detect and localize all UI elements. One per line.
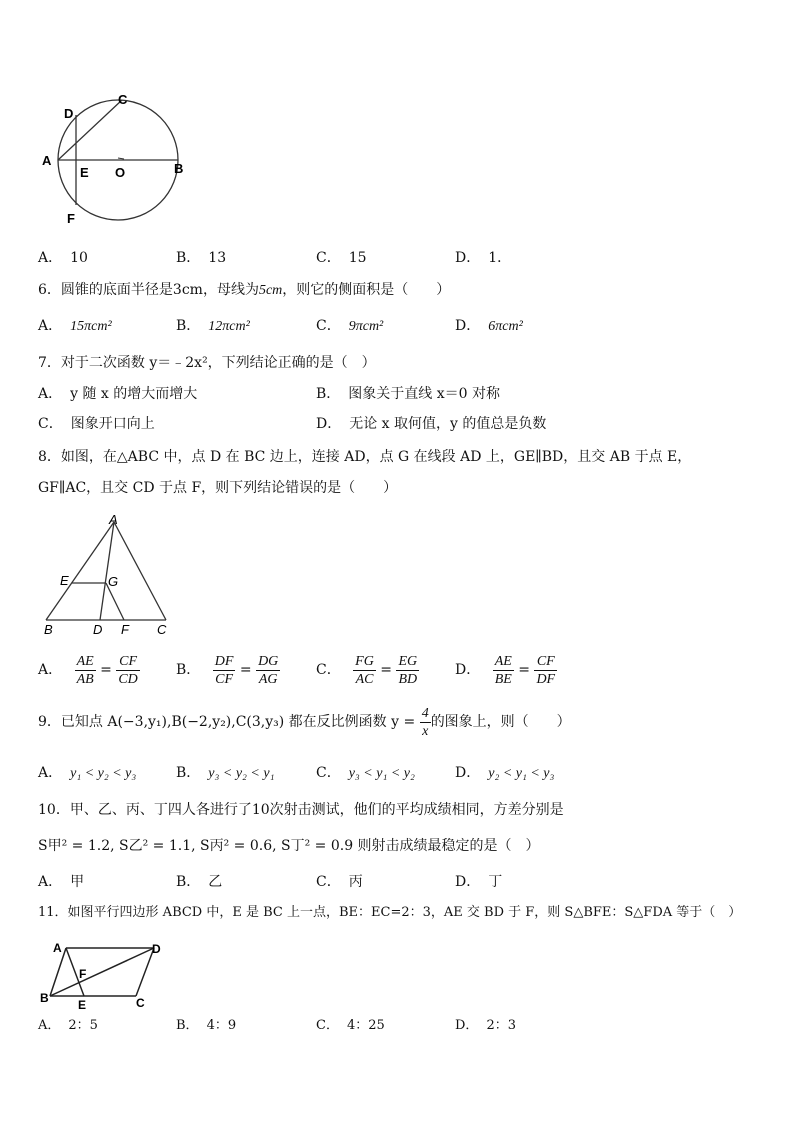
q5-label-d: D <box>64 106 74 121</box>
q8-option-a: A． $\frac{AE}{AB}$ = $\frac{CF}{CD}$ <box>38 653 138 687</box>
q11-label-d: D <box>152 942 161 956</box>
q11-option-c: C． 4：25 <box>316 1018 385 1033</box>
q11-side-ab <box>50 948 66 996</box>
q11-label-e: E <box>78 998 87 1012</box>
q8-option-c: C． $\frac{FG}{AC}$ = $\frac{EG}{BD}$ <box>316 653 418 687</box>
q8-side-ac <box>114 522 166 620</box>
q9-option-a: A． y₁ < y₂ < y₃ <box>38 765 137 781</box>
q6-stem: 6．圆锥的底面半径是3cm，母线为5cm，则它的侧面积是（ ） <box>38 282 451 298</box>
q10-option-b: B． 乙 <box>176 874 223 890</box>
q8-option-d: D． $\frac{AE}{BE}$ = $\frac{CF}{DF}$ <box>455 653 556 687</box>
q5-label-c: C <box>118 92 128 107</box>
q8-label-e: E <box>60 573 69 588</box>
q11-stem: 11．如图平行四边形 ABCD 中，E 是 BC 上一点，BE：EC=2：3，AE 交 BD 于 F，则 S△BFE：S△FDA 等于（ ） <box>38 905 742 920</box>
q8-label-g: G <box>108 574 119 589</box>
q10-stem-line1: 10．甲、乙、丙、丁四人各进行了10次射击测试，他们的平均成绩相同，方差分别是 <box>38 802 564 818</box>
q11-option-b: B． 4：9 <box>176 1018 237 1033</box>
q7-option-d: D． 无论 x 取何值，y 的值总是负数 <box>316 416 547 432</box>
q5-circle-figure <box>36 88 196 228</box>
q6-option-a: A． 15πcm² <box>38 318 112 334</box>
q5-label-o: O <box>115 165 126 180</box>
q11-option-a: A． 2：5 <box>38 1018 98 1033</box>
q8-label-b: B <box>44 622 53 637</box>
q5-label-f: F <box>67 211 75 226</box>
q10-option-d: D． 丁 <box>455 874 503 890</box>
q5-option-b: B． 13 <box>176 250 227 266</box>
q11-label-a: A <box>53 941 62 955</box>
q11-label-b: B <box>40 991 49 1005</box>
q10-option-a: A． 甲 <box>38 874 85 890</box>
q10-stem-line2: S甲² = 1.2, S乙² = 1.1, S丙² = 0.6, S丁² = 0.9 则射击成绩最稳定的是（ ） <box>38 838 540 854</box>
q8-label-c: C <box>157 622 167 637</box>
q8-label-a: A <box>109 512 118 527</box>
q8-label-d: D <box>93 622 103 637</box>
q5-label-b: B <box>174 161 184 176</box>
q7-option-c: C． 图象开口向上 <box>38 416 155 432</box>
q8-triangle-figure <box>36 512 176 640</box>
q11-option-d: D． 2：3 <box>455 1018 516 1033</box>
q5-label-a: A <box>42 153 52 168</box>
q8-option-b: B． $\frac{DF}{CF}$ = $\frac{DG}{AG}$ <box>176 653 279 687</box>
q9-option-b: B． y₃ < y₂ < y₁ <box>176 765 275 781</box>
q11-parallelogram-figure <box>36 936 171 1014</box>
q5-label-e: E <box>80 165 89 180</box>
q6-option-d: D． 6πcm² <box>455 318 523 334</box>
q8-stem-line2: GF∥AC，且交 CD 于点 F，则下列结论错误的是（ ） <box>38 480 398 496</box>
q9-option-d: D． y₂ < y₁ < y₃ <box>455 765 555 781</box>
q7-stem: 7．对于二次函数 y＝﹣2x²，下列结论正确的是（ ） <box>38 355 376 371</box>
q7-option-a: A． y 随 x 的增大而增大 <box>38 386 198 402</box>
q8-label-f: F <box>121 622 129 637</box>
q7-option-b: B． 图象关于直线 x＝0 对称 <box>316 386 500 402</box>
q5-option-d: D． 1． <box>455 250 512 266</box>
q5-center-tick <box>118 158 124 159</box>
q8-side-ab <box>46 522 114 620</box>
q5-option-c: C． 15 <box>316 250 367 266</box>
q11-label-f: F <box>79 967 87 981</box>
q9-option-c: C． y₃ < y₁ < y₂ <box>316 765 415 781</box>
q10-option-c: C． 丙 <box>316 874 363 890</box>
q6-option-b: B． 12πcm² <box>176 318 250 334</box>
q8-segment-ad <box>100 522 114 620</box>
q5-option-a: A． 10 <box>38 250 88 266</box>
q9-stem: 9．已知点 A(−3,y₁),B(−2,y₂),C(3,y₃) 都在反比例函数 y = $\frac{4}{x}$ 的图象上，则（ ） <box>38 705 571 739</box>
q6-option-c: C． 9πcm² <box>316 318 384 334</box>
q11-label-c: C <box>136 996 145 1010</box>
q8-stem-line1: 8．如图，在△ABC 中，点 D 在 BC 边上，连接 AD，点 G 在线段 AD 上，GE∥BD，且交 AB 于点 E， <box>38 449 692 465</box>
